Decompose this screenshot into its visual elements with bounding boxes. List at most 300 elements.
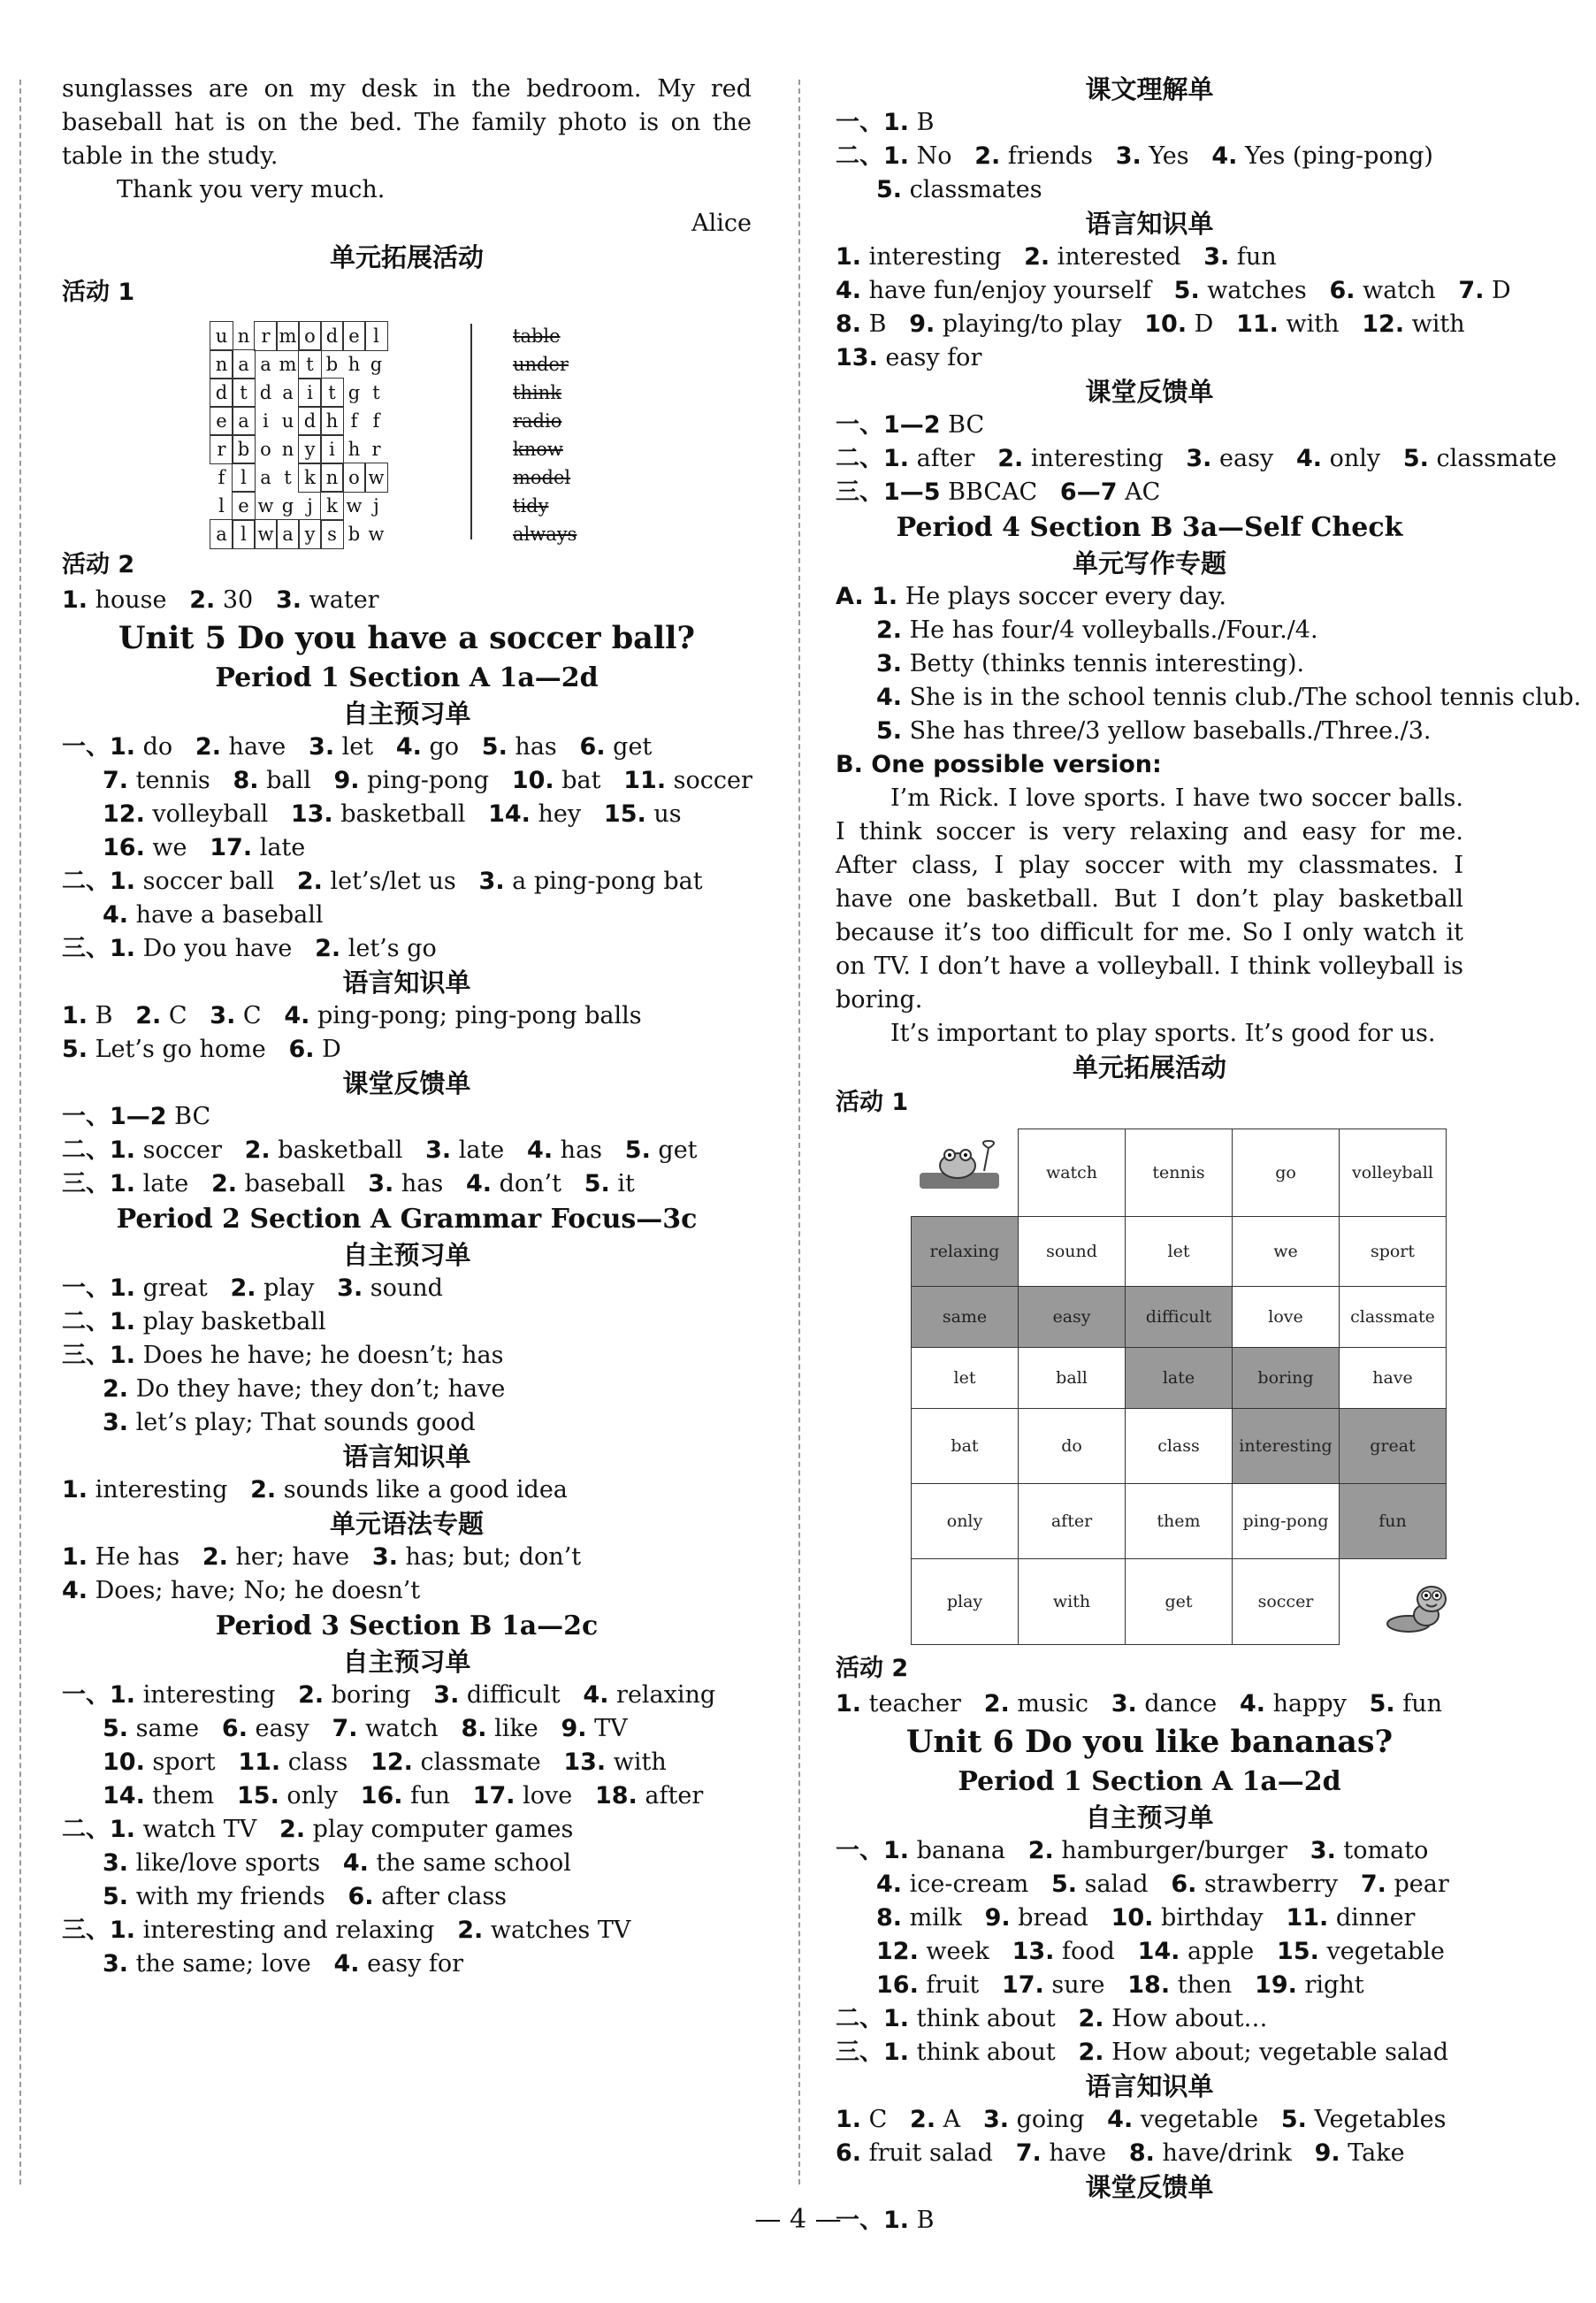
answer-line [62,1339,752,1373]
item-answer: D [1484,277,1511,304]
puzzle-letter: w [257,495,274,516]
item-answer: late [135,1170,189,1197]
answer-line [62,865,752,899]
item-number: 3. [368,1170,394,1197]
item-answer: apple [1180,1938,1255,1965]
item-number: 4. [1239,1690,1265,1718]
item-number: 1. [883,2005,910,2032]
puzzle-letter: h [347,354,361,375]
item-number: 10. [103,1748,145,1776]
puzzle-word: under [513,354,569,375]
item-number: 6—7 [1059,478,1118,506]
item-number: 3. [1203,243,1230,271]
puzzle-letter: e [210,407,233,435]
item-number: 4. [284,1002,310,1029]
puzzle-letter: s [321,520,343,548]
item-answer: play basketball [135,1308,326,1335]
puzzle-letter: y [299,435,321,463]
item-number: 7. [103,767,129,794]
item-answer: BC [940,411,985,439]
item-answer: late [451,1136,505,1164]
item-answer: the same school [368,1849,571,1877]
language-sheet-heading: 语言知识单 [342,968,471,998]
item-number: 12. [103,800,145,828]
period-2-preview-answers [62,1272,752,1440]
activity-2-label: 活动 2 [62,551,135,578]
answer-line [836,2002,1463,2036]
item-number: 5. [1402,445,1429,472]
item-answer: BC [166,1103,211,1130]
item-answer: with [1404,310,1465,338]
puzzle-word: think [513,382,561,403]
item-number: 5. [103,1715,129,1742]
puzzle-word: radio [513,410,562,432]
item-answer: volleyball [144,800,269,828]
puzzle-row [210,407,387,435]
feedback-sheet-heading: 课堂反馈单 [342,1068,471,1098]
answer-line [836,614,1463,647]
puzzle-letter: a [210,520,233,548]
puzzle-letter: h [347,439,361,460]
item-number: 1. [883,142,910,170]
puzzle-letter: d [210,379,233,407]
grid-cell: ping-pong [1233,1484,1340,1559]
item-number: 2. [315,935,341,962]
item-number: 12. [1362,310,1405,338]
item-answer: like/love sports [128,1849,321,1877]
answer-line [836,442,1557,476]
item-number: 9. [909,310,935,338]
grid-cell: we [1233,1217,1340,1287]
item-answer: Betty (thinks tennis interesting). [902,650,1305,677]
item-answer: easy for [359,1950,464,1978]
puzzle-letter: w [365,463,387,492]
letter-signature: Alice [691,210,752,237]
puzzle-letter: a [233,407,255,435]
item-answer: Do you have [135,935,293,962]
puzzle-letter: t [321,379,343,407]
puzzle-letter: t [233,379,255,407]
item-answer: vegetable [1133,2106,1259,2133]
answer-line [62,731,752,764]
item-number: 2. [1027,1837,1054,1864]
item-answer: easy [247,1715,309,1742]
answer-line [62,1779,752,1813]
answer-line [62,1473,752,1507]
answer-line [62,1712,752,1746]
item-answer: salad [1077,1871,1149,1898]
answer-line [836,1868,1463,1901]
item-answer: A [935,2106,961,2133]
puzzle-row [210,463,387,492]
item-answer: after class [373,1883,508,1910]
preview-sheet-heading: 自主预习单 [342,699,471,729]
answer-line [836,476,1463,509]
item-number: 3. [1115,142,1142,170]
answer-line [62,1167,752,1201]
writing-answers [836,580,1582,748]
item-number: 12. [370,1748,413,1776]
item-answer: pear [1386,1871,1449,1898]
item-number: 8. [461,1715,487,1742]
item-answer: tennis [128,767,210,794]
puzzle-letter: o [260,439,271,460]
item-number: 16. [876,1971,919,1999]
item-answer: fun [1229,243,1277,271]
answer-line [62,1679,752,1712]
section-prefix: 三、 [836,478,883,506]
unit-extension-heading: 单元拓展活动 [1072,1052,1226,1083]
item-answer: only [1321,445,1381,472]
item-number: 15. [1277,1938,1319,1965]
writing-sheet-heading: 单元写作专题 [1072,548,1226,578]
period-2-title: Period 2 Section A Grammar Focus—3c [116,1204,698,1235]
puzzle-letter: f [218,467,225,488]
grid-cell: same [912,1287,1019,1348]
period-1-language-answers [62,999,752,1067]
comprehension-answers [836,106,1463,207]
item-number: 4. [342,1849,369,1877]
item-answer: have a baseball [128,901,324,929]
item-answer: hamburger/burger [1053,1837,1288,1864]
item-number: 3. [103,1950,129,1978]
period-1-title: Period 1 Section A 1a—2d [215,662,599,693]
item-answer: let’s/let us [322,868,456,895]
item-answer: think about [909,2039,1056,2066]
grid-row [912,1484,1447,1559]
puzzle-letter: n [210,350,233,379]
item-number: 5. [1369,1690,1395,1718]
item-number: 2. [298,1681,325,1709]
item-answer: do [135,733,173,761]
item-number: 4. [1295,445,1322,472]
grid-cell: easy [1019,1287,1126,1348]
item-answer: bread [1010,1904,1088,1932]
item-answer: AC [1117,478,1161,506]
answer-line [62,899,752,932]
puzzle-letter: n [321,463,343,492]
item-answer: difficult [459,1681,561,1709]
answer-line [62,932,752,966]
item-number: 7. [1458,277,1485,304]
item-answer: play computer games [305,1816,574,1843]
item-number: 6. [288,1036,315,1063]
puzzle-letter: i [299,379,321,407]
section-prefix: 一、 [62,1103,110,1130]
grid-cell: late [1126,1348,1233,1409]
answer-line [62,1574,752,1608]
item-number: 1. [62,586,88,614]
item-answer: bat [554,767,601,794]
item-number: 2. [195,733,221,761]
puzzle-row [210,322,387,350]
answer-line [62,1134,752,1167]
item-answer: watch TV [135,1816,257,1843]
answer-line [836,580,1463,614]
item-number: 1. [883,1837,910,1864]
item-number: 5. [1173,277,1200,304]
answer-line [836,681,1582,715]
item-answer: her; have [227,1543,350,1571]
section-prefix: 二、 [62,868,110,895]
item-number: 2. [1078,2039,1104,2066]
item-number: 3. [1111,1690,1137,1718]
item-answer: C [235,1002,262,1029]
grid-cell: do [1019,1409,1126,1484]
answer-line [62,1406,752,1440]
period-2-grammar-answers [62,1541,752,1608]
item-number: 8. [233,767,259,794]
answer-line [62,999,752,1033]
unit-6-language-answers [836,2103,1463,2170]
item-number: 11. [1286,1904,1329,1932]
item-answer: has [507,733,557,761]
language-answers [836,241,1511,375]
item-number: 1. [110,1681,136,1709]
item-number: 10. [511,767,554,794]
puzzle-letter: y [299,520,321,548]
puzzle-letter: l [233,463,255,492]
item-number: 1. [110,1136,136,1164]
item-number: 1. [110,935,136,962]
item-number: 17. [210,834,253,861]
puzzle-letter: r [210,435,233,463]
item-number: 13. [290,800,333,828]
item-number: 10. [1111,1904,1154,1932]
item-number: 5. [481,733,508,761]
item-answer: us [645,800,682,828]
item-answer: let [334,733,374,761]
section-prefix: 一、 [62,733,110,761]
puzzle-word: always [513,524,577,545]
item-answer: He plays soccer every day. [897,583,1226,610]
item-answer: classmates [902,176,1042,203]
puzzle-row [210,435,387,463]
grid-row [912,1559,1447,1645]
puzzle-letter: a [282,382,294,403]
item-number: 5. [876,176,903,203]
item-number: 9. [561,1715,587,1742]
period-4-title: Period 4 Section B 3a—Self Check [896,512,1403,543]
answer-line [836,106,1463,140]
item-number: 3. [478,868,505,895]
puzzle-letter: e [233,492,255,520]
section-prefix: 三、 [62,935,110,962]
item-answer: fruit salad [861,2139,993,2167]
period-3-preview-answers [62,1679,752,1981]
item-answer: birthday [1153,1904,1264,1932]
item-number: 3. [876,650,903,677]
item-number: 2. [997,445,1024,472]
puzzle-letter: f [372,410,380,432]
answer-line [62,1100,752,1134]
item-answer: we [144,834,187,861]
grid-cell: difficult [1126,1287,1233,1348]
puzzle-word-list [513,322,577,548]
item-answer: watch [357,1715,439,1742]
item-answer: hey [530,800,582,828]
item-answer: with [1278,310,1340,338]
answer-line [62,1272,752,1305]
item-number: 2. [202,1543,228,1571]
item-number: 11. [623,767,667,794]
puzzle-letter: b [347,524,361,545]
activity-2-answers [62,584,752,617]
item-answer: let’s play; That sounds good [128,1409,476,1436]
answer-line [62,1813,752,1847]
item-answer: C [861,2106,888,2133]
item-answer: easy [1211,445,1274,472]
puzzle-letter: t [372,382,380,403]
item-number: 2. [974,142,1001,170]
item-answer: Yes [1141,142,1189,170]
item-answer: She is in the school tennis club./The school tennis club. [902,684,1582,711]
section-prefix: A. [836,583,873,610]
item-number: 4. [876,684,903,711]
answer-line [836,241,1463,274]
item-answer: basketball [270,1136,403,1164]
answer-line [836,2137,1463,2170]
item-answer: week [918,1938,989,1965]
item-answer: the same; love [128,1950,311,1978]
puzzle-letter: f [350,410,358,432]
item-number: 2. [250,1476,277,1503]
item-number: 14. [1137,1938,1180,1965]
item-answer: basketball [332,800,466,828]
item-answer: soccer [666,767,752,794]
item-answer: dance [1136,1690,1218,1718]
item-number: 15. [603,800,646,828]
item-number: 1. [836,1690,862,1718]
word-maze-table [911,1129,1447,1645]
item-number: 8. [876,1904,903,1932]
section-prefix: 三、 [62,1917,110,1944]
item-number: 1. [110,1816,136,1843]
puzzle-letter: o [343,463,365,492]
feedback-sheet-heading: 课堂反馈单 [1085,377,1214,407]
grid-cell: classmate [1340,1287,1447,1348]
item-number: 3. [371,1543,398,1571]
item-answer: water [302,586,379,614]
item-answer: play [256,1274,315,1302]
item-number: 3. [103,1409,129,1436]
activity-1-label: 活动 1 [836,1089,909,1116]
grid-cell: interesting [1233,1409,1340,1484]
item-answer: milk [902,1904,962,1932]
item-number: 1. [110,1342,136,1369]
puzzle-word: model [513,467,571,488]
item-number: 2. [1078,2005,1104,2032]
item-answer: baseball [237,1170,346,1197]
puzzle-letter: m [279,354,297,375]
item-number: 4. [1211,142,1238,170]
item-number: 3. [337,1274,363,1302]
puzzle-letter: g [347,382,361,403]
puzzle-letter: h [321,407,343,435]
section-prefix: 三、 [62,1170,110,1197]
item-number: 1. [883,445,910,472]
item-number: 5. [876,717,903,745]
item-number: 4. [395,733,422,761]
item-answer: like [486,1715,538,1742]
item-answer: B [861,310,887,338]
section-prefix: 一、 [836,411,883,439]
item-number: 1. [883,2207,910,2234]
grid-cell: boring [1233,1348,1340,1409]
item-answer: fun [402,1782,450,1810]
answer-line [836,715,1463,748]
item-number: 4. [836,277,862,304]
item-number: 1. [110,868,136,895]
item-number: 2. [135,1002,162,1029]
item-number: 1. [62,1002,88,1029]
item-answer: ping-pong; ping-pong balls [309,1002,642,1029]
answer-line [836,173,1463,207]
item-number: 5. [584,1170,610,1197]
puzzle-letter: w [346,495,363,516]
frog-illustration-icon [918,1139,1006,1192]
grid-cell: relaxing [912,1217,1019,1287]
puzzle-letter: t [284,467,292,488]
puzzle-letter: d [259,382,272,403]
section-prefix: 三、 [62,1342,110,1369]
item-number: 2. [910,2106,936,2133]
grid-row [912,1348,1447,1409]
language-sheet-heading: 语言知识单 [1085,209,1214,239]
center-dashed-rule [798,80,800,2184]
puzzle-letter: b [325,354,339,375]
puzzle-letter: g [281,495,294,516]
item-answer: don’t [491,1170,561,1197]
letter-paragraph: sunglasses are on my desk in the bedroom. My red baseball hat is on the bed. The family photo is on the table in the study. [62,75,752,170]
item-number: 6. [347,1883,374,1910]
item-number: 7. [1360,1871,1386,1898]
item-answer: get [650,1136,698,1164]
puzzle-letter: g [370,354,383,375]
item-number: 9. [1314,2139,1340,2167]
item-answer: great [135,1274,208,1302]
item-number: 2. [244,1136,271,1164]
section-prefix: 一、 [62,1681,110,1709]
item-answer: go [421,733,460,761]
word-search-puzzle [62,317,752,547]
item-number: 8. [836,310,862,338]
puzzle-word: tidy [513,495,549,516]
puzzle-letter: d [299,407,321,435]
preview-sheet-heading: 自主预习单 [342,1647,471,1677]
answer-line [62,1914,752,1947]
puzzle-letter: n [237,325,250,347]
item-answer: watches TV [483,1917,631,1944]
item-answer: watches [1199,277,1307,304]
item-answer: dinner [1328,1904,1416,1932]
item-number: 2. [230,1274,256,1302]
puzzle-letter: a [233,350,255,379]
answer-line [836,1969,1463,2002]
word-maze-grid [911,1129,1463,1645]
item-answer: D [1187,310,1214,338]
item-answer: let’s go [340,935,437,962]
item-answer: with my friends [128,1883,325,1910]
item-answer: sport [144,1748,216,1776]
item-number: 5. [1050,1871,1077,1898]
item-answer: think about [909,2005,1056,2032]
answer-line [62,1880,752,1914]
item-number: 6. [221,1715,248,1742]
item-answer: He has four/4 volleyballs./Four./4. [902,616,1318,644]
item-number: 11. [1236,310,1279,338]
item-answer: Does; have; No; he doesn’t [88,1577,421,1604]
